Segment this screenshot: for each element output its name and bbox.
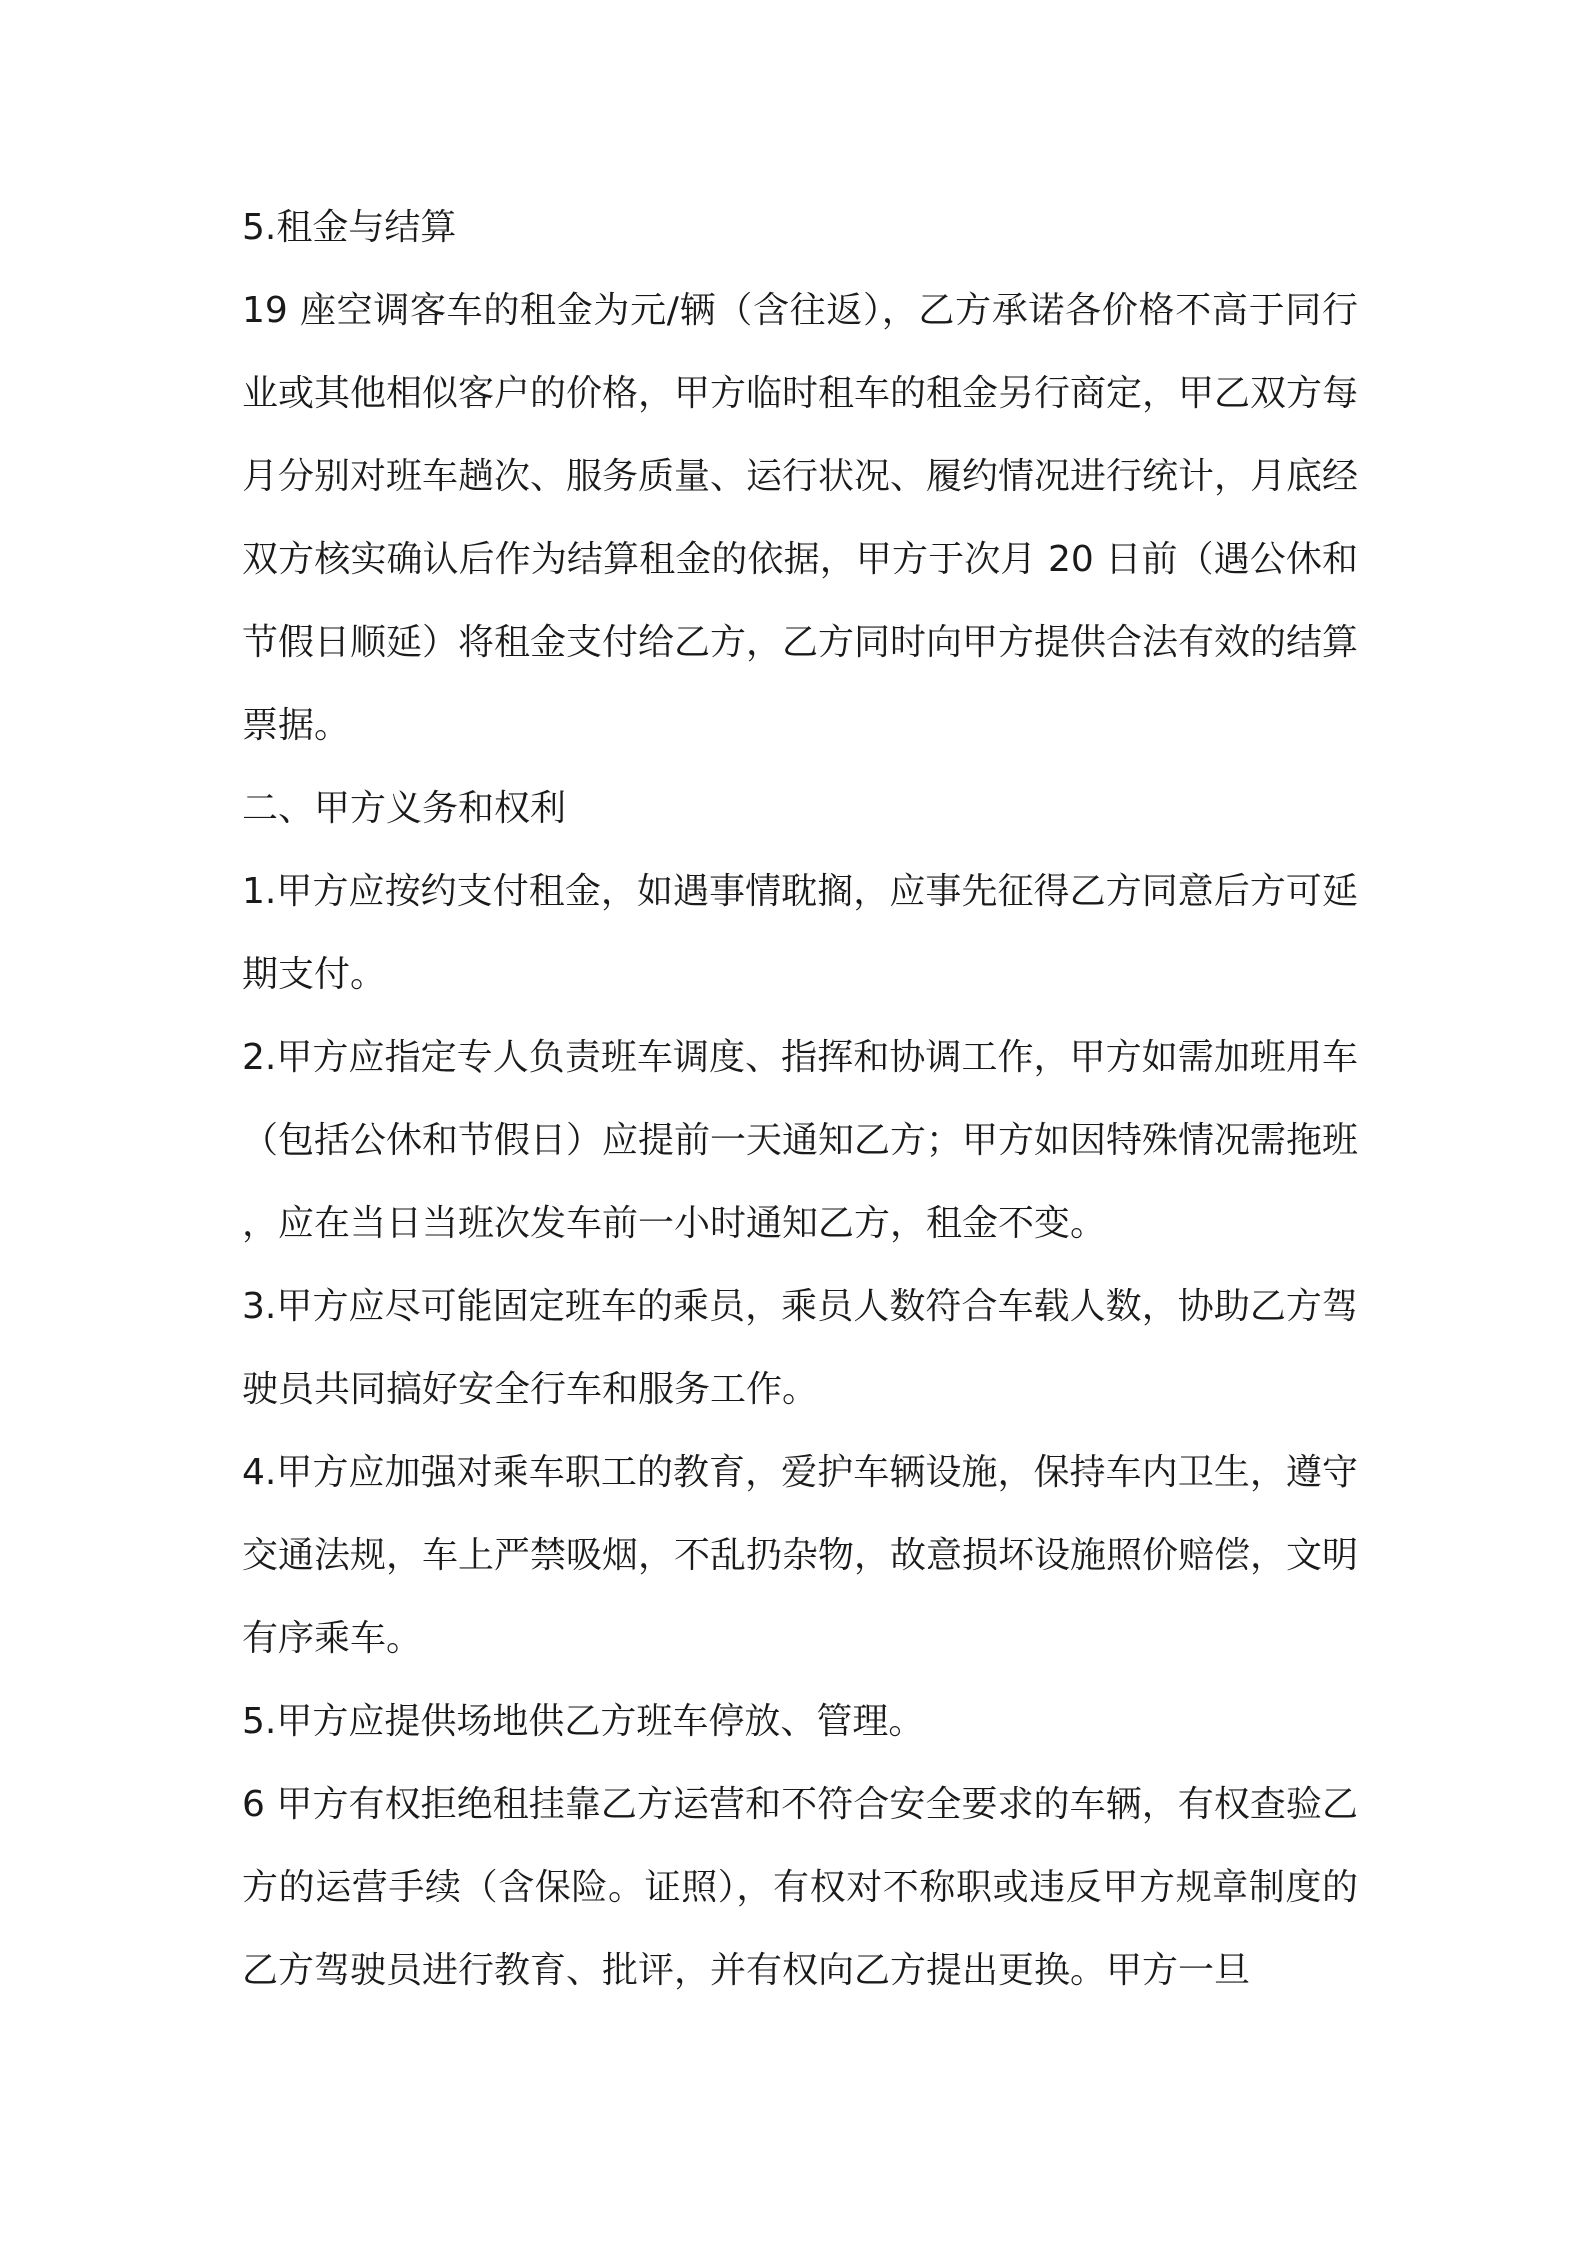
paragraph-item-1: 1.甲方应按约支付租金，如遇事情耽搁，应事先征得乙方同意后方可延期支付。 — [242, 871, 1358, 995]
paragraph-item-5: 5.甲方应提供场地供乙方班车停放、管理。 — [242, 1701, 925, 1742]
document-body — [242, 186, 1358, 2012]
paragraph-item-4: 4.甲方应加强对乘车职工的教育，爱护车辆设施，保持车内卫生，遵守交通法规，车上严禁吸烟，不乱扔杂物，故意损坏设施照价赔偿，文明有序乘车。 — [242, 1452, 1359, 1659]
paragraph-item-3: 3.甲方应尽可能固定班车的乘员，乘员人数符合车载人数，协助乙方驾驶员共同搞好安全行车和服务工作。 — [242, 1286, 1358, 1410]
section-heading-rent: 5.租金与结算 — [242, 207, 457, 248]
paragraph-rent-terms: 19 座空调客车的租金为元/辆（含往返），乙方承诺各价格不高于同行业或其他相似客户的价格，甲方临时租车的租金另行商定，甲乙双方每月分别对班车趟次、服务质量、运行状况、履约情况进行统计，月底经双方核实确认后作为结算租金的依据，甲方于次月 20 日前（遇公休和节假日顺延）将租金支付给乙方，乙方同时向甲方提供合法有效的结算票据。 — [242, 290, 1359, 746]
paragraph-item-2: 2.甲方应指定专人负责班车调度、指挥和协调工作，甲方如需加班用车（包括公休和节假日）应提前一天通知乙方；甲方如因特殊情况需拖班，应在当日当班次发车前一小时通知乙方，租金不变。 — [242, 1037, 1359, 1244]
paragraph-item-6: 6 甲方有权拒绝租挂靠乙方运营和不符合安全要求的车辆，有权查验乙方的运营手续（含保险。证照），有权对不称职或违反甲方规章制度的乙方驾驶员进行教育、批评，并有权向乙方提出更换。甲方一旦 — [242, 1784, 1358, 1991]
section-heading-party-a: 二、甲方义务和权利 — [242, 788, 567, 829]
